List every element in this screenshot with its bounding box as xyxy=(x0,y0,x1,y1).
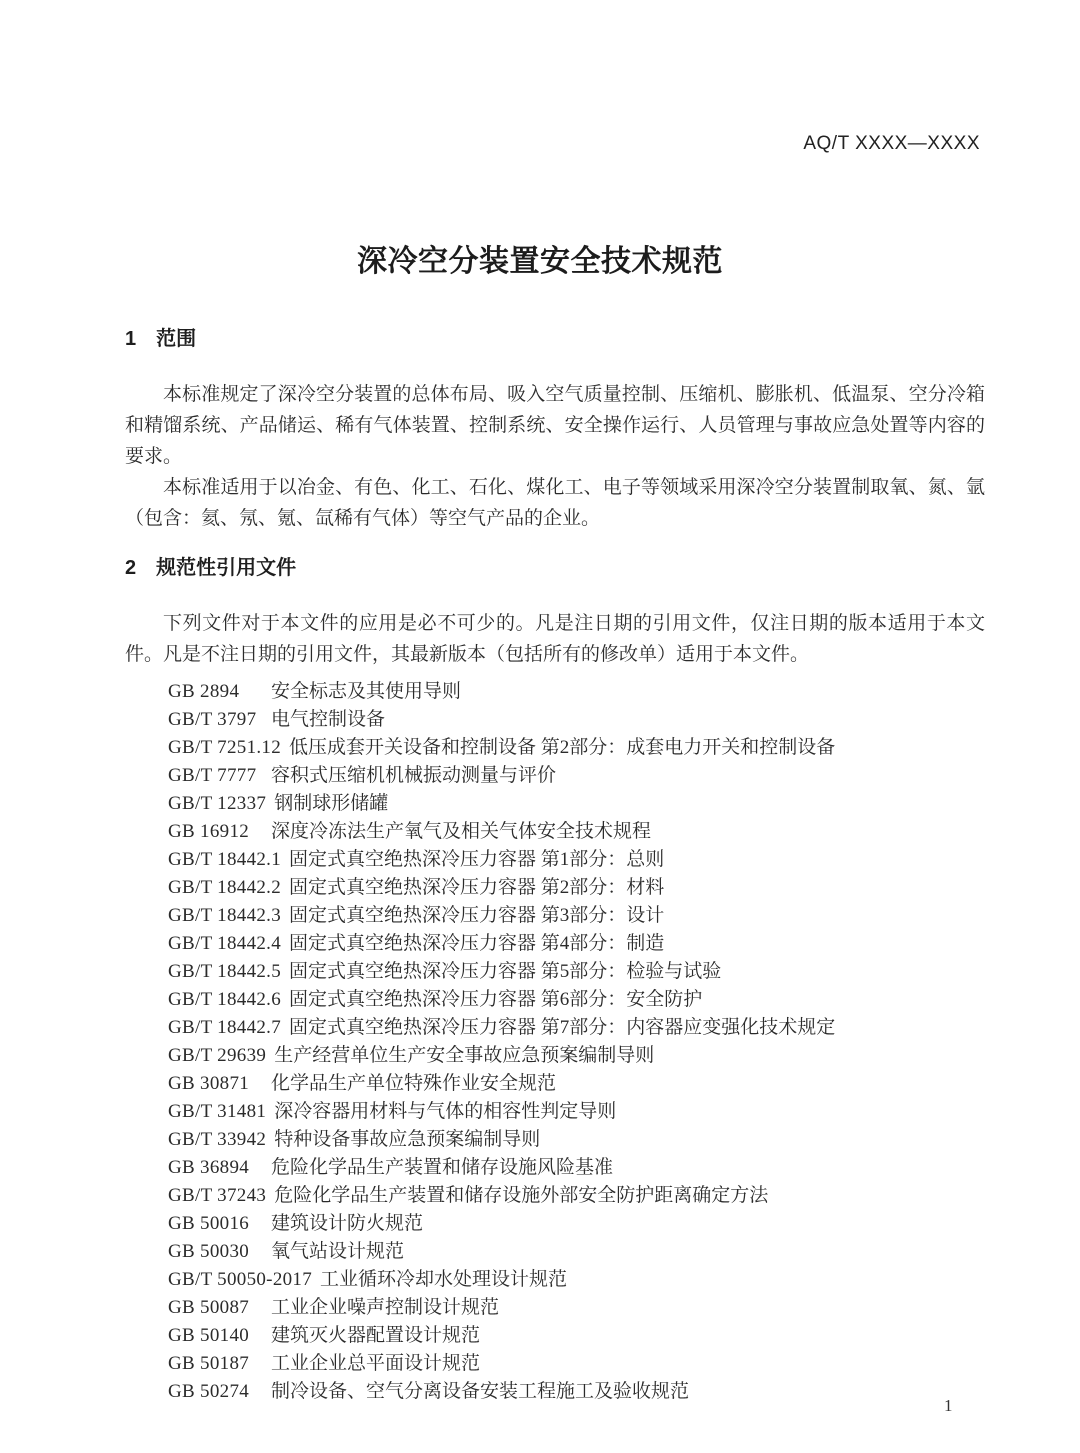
section-1-heading xyxy=(125,327,985,351)
reference-code: GB/T 18442.3 xyxy=(168,905,282,926)
reference-title: 固定式真空绝热深冷压力容器 第6部分：安全防护 xyxy=(289,989,703,1010)
section-1-number: 1 xyxy=(125,328,137,350)
reference-title: 特种设备事故应急预案编制导则 xyxy=(274,1129,541,1150)
reference-title: 化学品生产单位特殊作业安全规范 xyxy=(271,1073,557,1094)
reference-code: GB 16912 xyxy=(168,821,250,842)
reference-code: GB/T 37243 xyxy=(168,1185,267,1206)
reference-title: 生产经营单位生产安全事故应急预案编制导则 xyxy=(274,1045,655,1066)
reference-item xyxy=(168,1322,985,1350)
reference-title: 钢制球形储罐 xyxy=(274,793,389,814)
reference-title: 建筑设计防火规范 xyxy=(271,1213,424,1234)
reference-code: GB/T 3797 xyxy=(168,709,257,730)
reference-title: 固定式真空绝热深冷压力容器 第7部分：内容器应变强化技术规定 xyxy=(289,1017,836,1038)
section-2-title: 规范性引用文件 xyxy=(156,557,297,579)
reference-title: 容积式压缩机机械振动测量与评价 xyxy=(271,765,557,786)
reference-item xyxy=(168,1350,985,1378)
reference-title: 危险化学品生产装置和储存设施风险基准 xyxy=(271,1157,614,1178)
reference-code: GB/T 18442.1 xyxy=(168,849,282,870)
reference-title: 固定式真空绝热深冷压力容器 第5部分：检验与试验 xyxy=(289,961,722,982)
section-2-number: 2 xyxy=(125,557,137,579)
reference-code: GB/T 33942 xyxy=(168,1129,267,1150)
page-number: 1 xyxy=(944,1396,953,1415)
reference-item xyxy=(168,818,985,846)
reference-title: 深度冷冻法生产氧气及相关气体安全技术规程 xyxy=(271,821,652,842)
document-body xyxy=(125,327,985,1406)
reference-item xyxy=(168,930,985,958)
reference-item xyxy=(168,874,985,902)
reference-code: GB/T 31481 xyxy=(168,1101,267,1122)
reference-code: GB 50140 xyxy=(168,1325,250,1346)
reference-title: 安全标志及其使用导则 xyxy=(271,681,462,702)
reference-code: GB/T 7251.12 xyxy=(168,737,282,758)
reference-code: GB/T 12337 xyxy=(168,793,267,814)
section-1-text xyxy=(125,379,985,534)
reference-code: GB/T 18442.6 xyxy=(168,989,282,1010)
reference-item xyxy=(168,762,985,790)
reference-item xyxy=(168,790,985,818)
reference-title: 固定式真空绝热深冷压力容器 第1部分：总则 xyxy=(289,849,665,870)
reference-code: GB 2894 xyxy=(168,681,240,702)
reference-title: 氧气站设计规范 xyxy=(271,1241,405,1262)
reference-item xyxy=(168,1182,985,1210)
paragraph: 本标准适用于以冶金、有色、化工、石化、煤化工、电子等领域采用深冷空分装置制取氧、氮、氩（包含：氦、氖、氪、氙稀有气体）等空气产品的企业。 xyxy=(125,477,985,529)
reference-item xyxy=(168,1154,985,1182)
reference-code: GB 50016 xyxy=(168,1213,250,1234)
section-2-text xyxy=(125,608,985,670)
normative-references-list xyxy=(125,678,985,1406)
reference-code: GB/T 18442.7 xyxy=(168,1017,282,1038)
reference-item xyxy=(168,1378,985,1406)
reference-item xyxy=(168,1210,985,1238)
reference-title: 深冷容器用材料与气体的相容性判定导则 xyxy=(274,1101,617,1122)
reference-code: GB/T 29639 xyxy=(168,1045,267,1066)
reference-item xyxy=(168,1070,985,1098)
reference-title: 危险化学品生产装置和储存设施外部安全防护距离确定方法 xyxy=(274,1185,769,1206)
reference-item xyxy=(168,1294,985,1322)
reference-code: GB 36894 xyxy=(168,1157,250,1178)
reference-item xyxy=(168,1098,985,1126)
reference-item xyxy=(168,734,985,762)
reference-item xyxy=(168,678,985,706)
reference-code: GB/T 50050-2017 xyxy=(168,1269,313,1290)
reference-code: GB 50187 xyxy=(168,1353,250,1374)
reference-title: 制冷设备、空气分离设备安装工程施工及验收规范 xyxy=(271,1381,690,1402)
reference-item xyxy=(168,706,985,734)
reference-code: GB 50274 xyxy=(168,1381,250,1402)
reference-item xyxy=(168,1042,985,1070)
reference-code: GB/T 18442.5 xyxy=(168,961,282,982)
paragraph: 本标准规定了深冷空分装置的总体布局、吸入空气质量控制、压缩机、膨胀机、低温泵、空分冷箱和精馏系统、产品储运、稀有气体装置、控制系统、安全操作运行、人员管理与事故应急处置等内容的要求。 xyxy=(125,384,985,467)
reference-title: 工业企业总平面设计规范 xyxy=(271,1353,481,1374)
reference-title: 固定式真空绝热深冷压力容器 第2部分：材料 xyxy=(289,877,665,898)
reference-title: 建筑灭火器配置设计规范 xyxy=(271,1325,481,1346)
reference-title: 工业循环冷却水处理设计规范 xyxy=(320,1269,568,1290)
reference-item xyxy=(168,1238,985,1266)
reference-title: 固定式真空绝热深冷压力容器 第3部分：设计 xyxy=(289,905,665,926)
paragraph: 下列文件对于本文件的应用是必不可少的。凡是注日期的引用文件，仅注日期的版本适用于本文件。凡是不注日期的引用文件，其最新版本（包括所有的修改单）适用于本文件。 xyxy=(125,613,985,665)
reference-code: GB/T 18442.2 xyxy=(168,877,282,898)
standard-code-header: AQ/T XXXX—XXXX xyxy=(803,133,980,154)
reference-title: 固定式真空绝热深冷压力容器 第4部分：制造 xyxy=(289,933,665,954)
reference-code: GB 50030 xyxy=(168,1241,250,1262)
reference-title: 工业企业噪声控制设计规范 xyxy=(271,1297,500,1318)
reference-item xyxy=(168,902,985,930)
reference-code: GB 30871 xyxy=(168,1073,250,1094)
reference-code: GB/T 18442.4 xyxy=(168,933,282,954)
section-1-title: 范围 xyxy=(156,328,197,350)
document-title: 深冷空分装置安全技术规范 xyxy=(357,245,723,278)
section-2-heading xyxy=(125,556,985,580)
reference-title: 低压成套开关设备和控制设备 第2部分：成套电力开关和控制设备 xyxy=(289,737,836,758)
reference-item xyxy=(168,958,985,986)
reference-item xyxy=(168,846,985,874)
reference-item xyxy=(168,1126,985,1154)
reference-item xyxy=(168,1266,985,1294)
reference-title: 电气控制设备 xyxy=(271,709,386,730)
reference-item xyxy=(168,1014,985,1042)
reference-code: GB/T 7777 xyxy=(168,765,257,786)
reference-item xyxy=(168,986,985,1014)
reference-code: GB 50087 xyxy=(168,1297,250,1318)
